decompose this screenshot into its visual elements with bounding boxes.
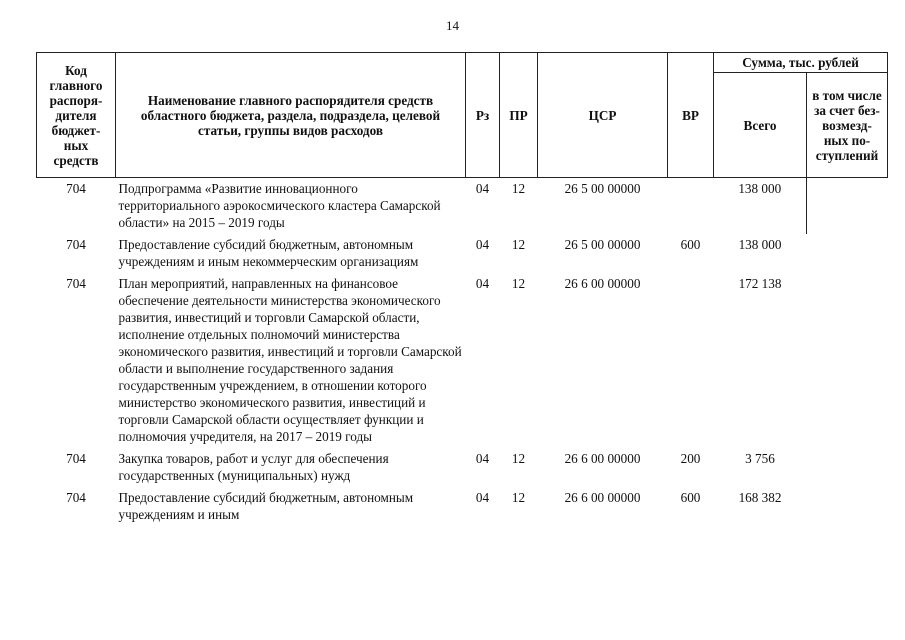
header-sum-group: Сумма, тыс. рублей xyxy=(714,53,888,73)
cell-vr: 600 xyxy=(680,237,701,252)
cell-vr xyxy=(668,273,714,448)
table-row xyxy=(37,273,888,448)
cell-pr: 12 xyxy=(511,451,526,466)
header-rz: Рз xyxy=(466,53,500,178)
cell-total: 172 138 xyxy=(738,276,782,291)
cell-rz: 04 xyxy=(475,237,490,252)
cell-pr: 12 xyxy=(511,181,526,196)
header-code: Код главного распоря-дителя бюджет-ных средств xyxy=(37,53,116,178)
header-total: Всего xyxy=(714,73,807,178)
header-pr: ПР xyxy=(500,53,538,178)
cell-name: Предоставление субсидий бюджетным, автономным учреждениям и иным xyxy=(118,490,414,522)
cell-csr: 26 6 00 00000 xyxy=(564,276,641,291)
header-vr: ВР xyxy=(668,53,714,178)
cell-total: 138 000 xyxy=(738,237,782,252)
cell-code: 704 xyxy=(66,490,86,505)
cell-pr: 12 xyxy=(511,237,526,252)
cell-rz: 04 xyxy=(475,490,490,505)
cell-total: 3 756 xyxy=(745,451,775,466)
cell-incl xyxy=(807,273,888,448)
table-row xyxy=(37,234,888,273)
cell-incl xyxy=(807,487,888,526)
cell-name: Закупка товаров, работ и услуг для обеспечения государственных (муниципальных) нужд xyxy=(118,451,389,483)
cell-csr: 26 6 00 00000 xyxy=(564,451,641,466)
cell-code: 704 xyxy=(66,276,86,291)
budget-table xyxy=(36,52,888,526)
cell-incl xyxy=(807,448,888,487)
cell-code: 704 xyxy=(66,451,86,466)
cell-total: 168 382 xyxy=(738,490,782,505)
header-csr: ЦСР xyxy=(538,53,668,178)
table-row xyxy=(37,487,888,526)
cell-vr: 200 xyxy=(680,451,701,466)
cell-incl xyxy=(807,234,888,273)
cell-rz: 04 xyxy=(475,276,490,291)
cell-code: 704 xyxy=(66,181,86,196)
cell-rz: 04 xyxy=(475,451,490,466)
cell-name: План мероприятий, направленных на финансовое обеспечение деятельности министерства экономического развития, инвестиций и торговли Самарской области, исполнение отдельных полномочий министерства экономического развития, инвестиций и торговли Самарской области и выполнение государственного задания государственным учреждением, в отношении которого министерство экономического развития, инвестиций и торговли Самарской области осуществляет функции и полномочия учредителя, на 2017 – 2019 годы xyxy=(118,276,462,444)
cell-name: Подпрограмма «Развитие инновационного территориального аэрокосмического кластера Самарской области» на 2015 – 2019 годы xyxy=(118,181,441,230)
cell-vr: 600 xyxy=(680,490,701,505)
table-row xyxy=(37,448,888,487)
page-number: 14 xyxy=(446,18,459,33)
cell-code: 704 xyxy=(66,237,86,252)
header-name: Наименование главного распорядителя средств областного бюджета, раздела, подраздела, целевой статьи, группы видов расходов xyxy=(116,53,466,178)
cell-incl xyxy=(807,178,888,235)
cell-vr xyxy=(668,178,714,235)
cell-pr: 12 xyxy=(511,490,526,505)
cell-rz: 04 xyxy=(475,181,490,196)
cell-pr: 12 xyxy=(511,276,526,291)
cell-csr: 26 6 00 00000 xyxy=(564,490,641,505)
header-incl: в том числе за счет без-возмезд-ных по-ступлений xyxy=(807,73,888,178)
cell-csr: 26 5 00 00000 xyxy=(564,181,641,196)
cell-name: Предоставление субсидий бюджетным, автономным учреждениям и иным некоммерческим организациям xyxy=(118,237,419,269)
cell-csr: 26 5 00 00000 xyxy=(564,237,641,252)
cell-total: 138 000 xyxy=(738,181,782,196)
table-row xyxy=(37,178,888,235)
